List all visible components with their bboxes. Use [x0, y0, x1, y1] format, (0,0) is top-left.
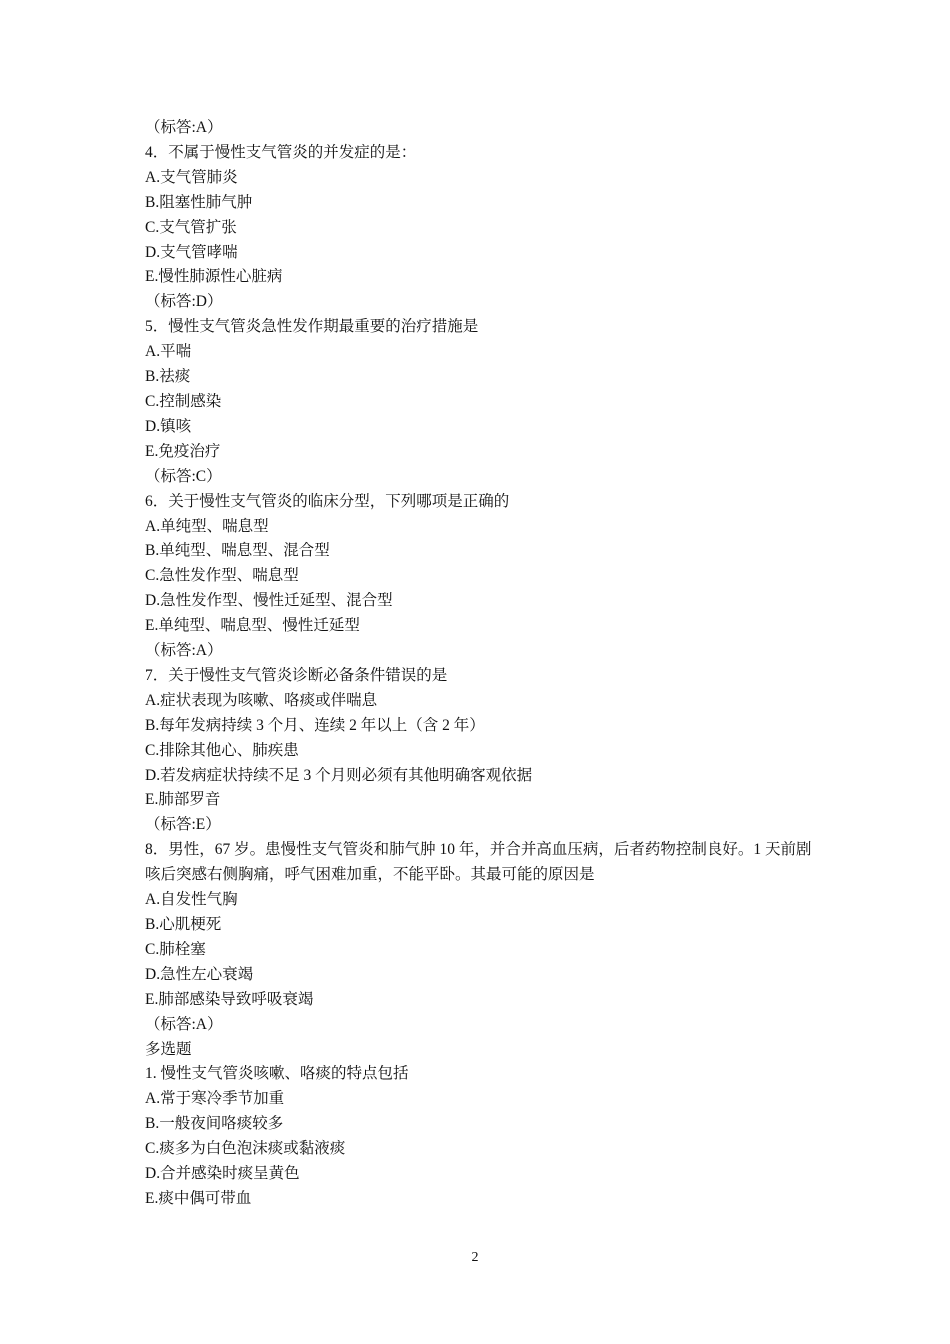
answer-option: D.合并感染时痰呈黄色	[145, 1165, 300, 1183]
answer-option: E.慢性肺源性心脏病	[145, 268, 283, 286]
answer-option: E.痰中偶可带血	[145, 1189, 252, 1207]
answer-option: C.急性发作型、喘息型	[145, 567, 299, 585]
answer-key: （标答:D）	[145, 293, 223, 311]
answer-key: （标答:A）	[145, 1015, 223, 1033]
answer-option: E.单纯型、喘息型、慢性迁延型	[145, 617, 360, 635]
question-text: 1. 慢性支气管炎咳嗽、咯痰的特点包括	[145, 1065, 409, 1083]
question-text: 4．不属于慢性支气管炎的并发症的是：	[145, 143, 417, 161]
answer-option: C.痰多为白色泡沫痰或黏液痰	[145, 1140, 346, 1158]
answer-option: B.每年发病持续 3 个月、连续 2 年以上（含 2 年）	[145, 716, 485, 734]
answer-option: A.自发性气胸	[145, 891, 238, 909]
answer-option: D.急性发作型、慢性迁延型、混合型	[145, 592, 393, 610]
answer-option: A.平喘	[145, 343, 192, 361]
answer-option: C.支气管扩张	[145, 218, 237, 236]
answer-option: D.镇咳	[145, 417, 192, 435]
answer-option: E.肺部感染导致呼吸衰竭	[145, 990, 314, 1008]
answer-option: A.症状表现为咳嗽、咯痰或伴喘息	[145, 691, 378, 709]
answer-option: C.排除其他心、肺疾患	[145, 741, 299, 759]
answer-key: （标答:A）	[145, 642, 223, 660]
document-body	[145, 116, 825, 1212]
answer-option: A.支气管肺炎	[145, 168, 238, 186]
answer-option: C.肺栓塞	[145, 940, 206, 958]
question-text: 7．关于慢性支气管炎诊断必备条件错误的是	[145, 666, 448, 684]
answer-option: B.祛痰	[145, 368, 191, 386]
answer-option: D.若发病症状持续不足 3 个月则必须有其他明确客观依据	[145, 766, 533, 784]
answer-key: （标答:A）	[145, 119, 223, 136]
answer-key: （标答:E）	[145, 816, 221, 834]
answer-option: D.急性左心衰竭	[145, 965, 254, 983]
answer-option: B.一般夜间咯痰较多	[145, 1115, 284, 1133]
question-text: 6．关于慢性支气管炎的临床分型，下列哪项是正确的	[145, 492, 510, 510]
answer-option: E.免疫治疗	[145, 442, 221, 460]
page-number: 2	[471, 1250, 479, 1265]
answer-option: C.控制感染	[145, 392, 222, 410]
answer-option: D.支气管哮喘	[145, 243, 238, 261]
answer-option: B.单纯型、喘息型、混合型	[145, 542, 330, 560]
answer-option: E.肺部罗音	[145, 791, 221, 809]
answer-option: A.常于寒冷季节加重	[145, 1090, 285, 1108]
question-text: 8．男性，67 岁。患慢性支气管炎和肺气肿 10 年，并合并高血压病，后者药物控制良好。1 天前剧咳后突感右侧胸痛，呼气困难加重，不能平卧。其最可能的原因是	[145, 841, 812, 884]
answer-option: A.单纯型、喘息型	[145, 517, 269, 535]
answer-option: B.阻塞性肺气肿	[145, 193, 253, 211]
section-heading: 多选题	[145, 1040, 192, 1058]
answer-key: （标答:C）	[145, 467, 222, 485]
question-text: 5．慢性支气管炎急性发作期最重要的治疗措施是	[145, 318, 479, 336]
answer-option: B.心肌梗死	[145, 916, 222, 933]
